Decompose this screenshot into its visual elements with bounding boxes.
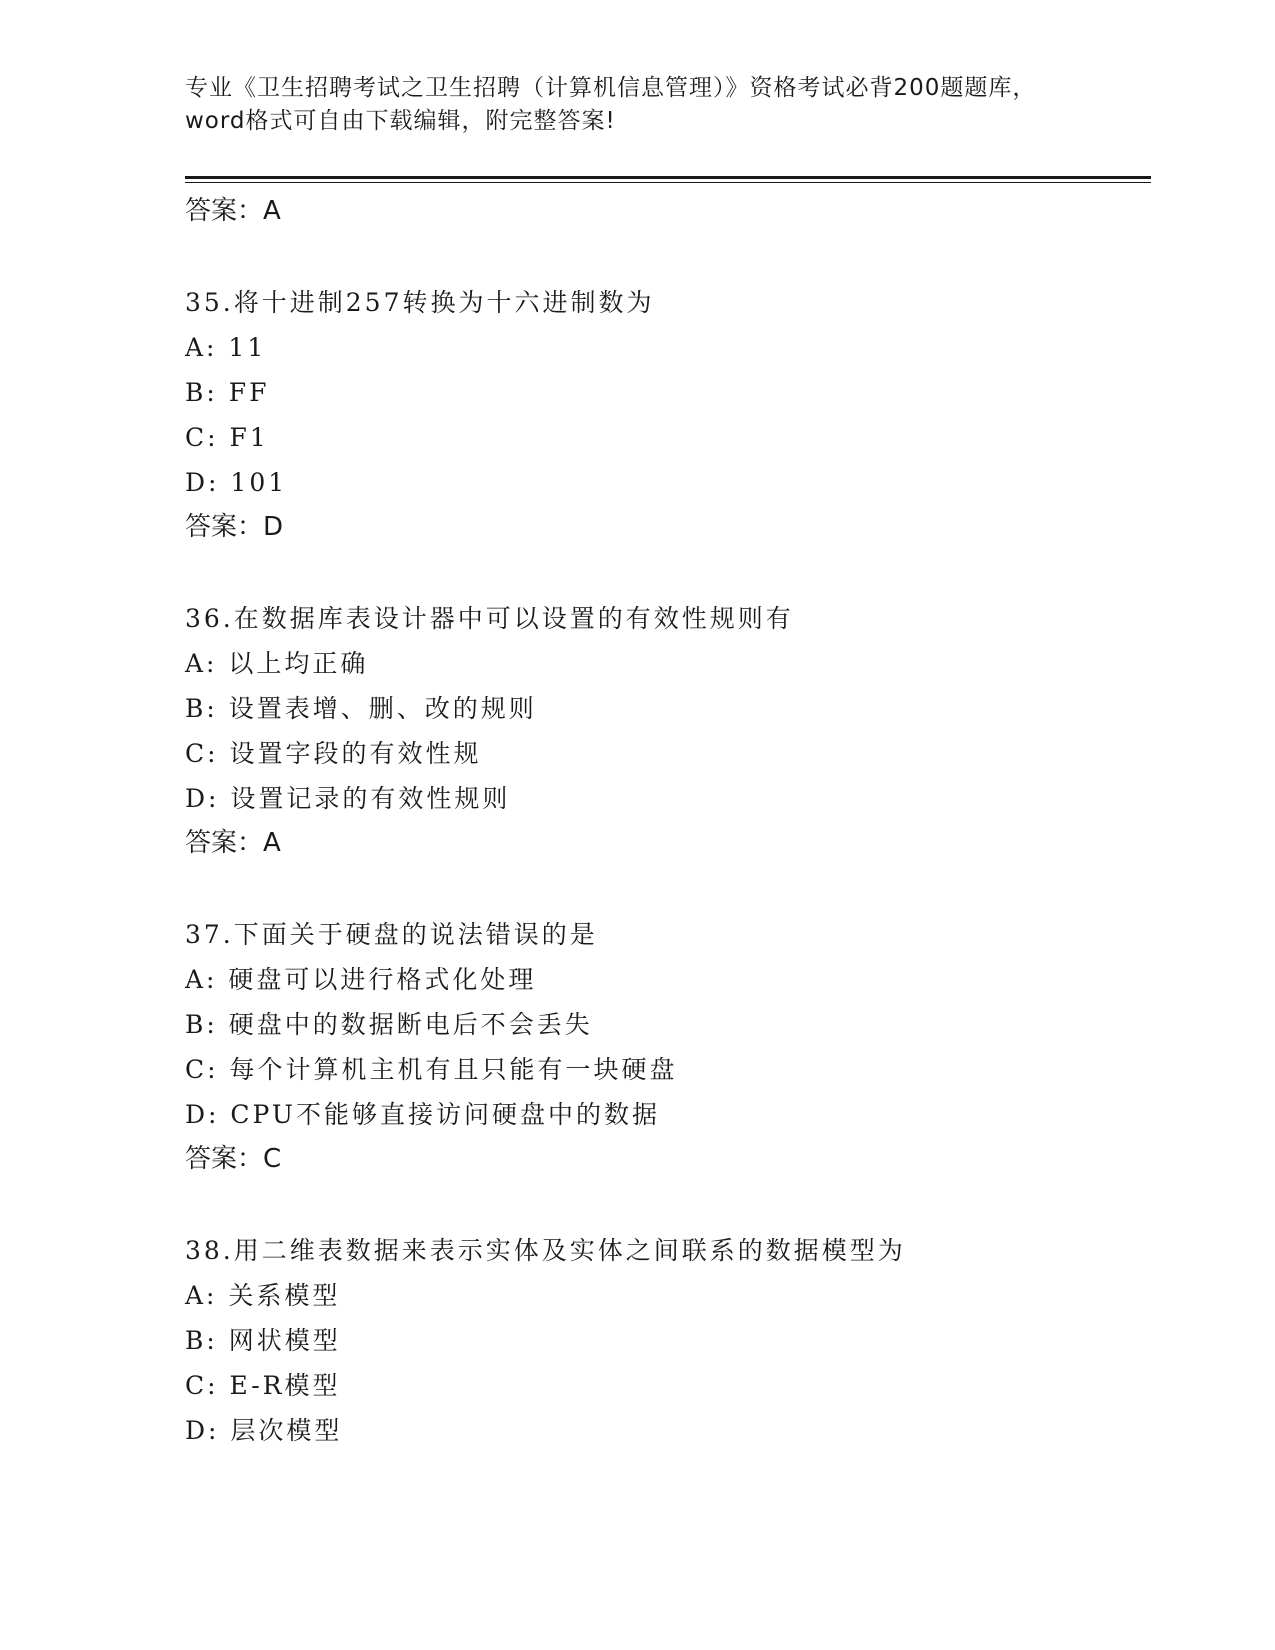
option-a: A: 关系模型 <box>185 1281 341 1310</box>
spacer <box>185 866 1145 912</box>
option-d: D: 101 <box>185 468 288 497</box>
option-a: A: 11 <box>185 333 267 362</box>
spacer <box>185 1182 1145 1228</box>
option-a: A: 以上均正确 <box>185 649 369 678</box>
option-d: D: 层次模型 <box>185 1416 343 1445</box>
header-rule-thick <box>185 176 1151 179</box>
question-35 <box>185 280 1145 596</box>
option-c: C: F1 <box>185 423 269 452</box>
header-line-1: 专业《卫生招聘考试之卫生招聘（计算机信息管理）》资格考试必背200题题库， <box>185 75 1037 101</box>
option-b: B: 设置表增、删、改的规则 <box>185 694 537 723</box>
header-rule-thin <box>185 182 1151 183</box>
document-header <box>185 72 1105 138</box>
question-text: 38.用二维表数据来表示实体及实体之间联系的数据模型为 <box>185 1236 906 1265</box>
answer: 答案：C <box>185 1144 282 1174</box>
option-b: B: 硬盘中的数据断电后不会丢失 <box>185 1010 593 1039</box>
option-a: A: 硬盘可以进行格式化处理 <box>185 965 537 994</box>
header-line-2: word格式可自由下载编辑，附完整答案! <box>185 108 616 134</box>
question-37 <box>185 912 1145 1228</box>
question-list <box>185 189 1145 1453</box>
answer: 答案：A <box>185 828 281 858</box>
option-d: D: 设置记录的有效性规则 <box>185 784 511 813</box>
question-text: 37.下面关于硬盘的说法错误的是 <box>185 920 598 949</box>
option-d: D: CPU不能够直接访问硬盘中的数据 <box>185 1100 660 1129</box>
option-b: B: FF <box>185 378 270 407</box>
option-b: B: 网状模型 <box>185 1326 341 1355</box>
question-36 <box>185 596 1145 912</box>
question-38 <box>185 1228 1145 1453</box>
question-text: 36.在数据库表设计器中可以设置的有效性规则有 <box>185 604 794 633</box>
option-c: C: 设置字段的有效性规 <box>185 739 482 768</box>
option-c: C: E-R模型 <box>185 1371 341 1400</box>
spacer <box>185 550 1145 596</box>
spacer <box>185 234 1145 280</box>
option-c: C: 每个计算机主机有且只能有一块硬盘 <box>185 1055 678 1084</box>
question-text: 35.将十进制257转换为十六进制数为 <box>185 288 655 317</box>
answer: 答案：D <box>185 512 284 542</box>
previous-answer: 答案：A <box>185 196 281 226</box>
